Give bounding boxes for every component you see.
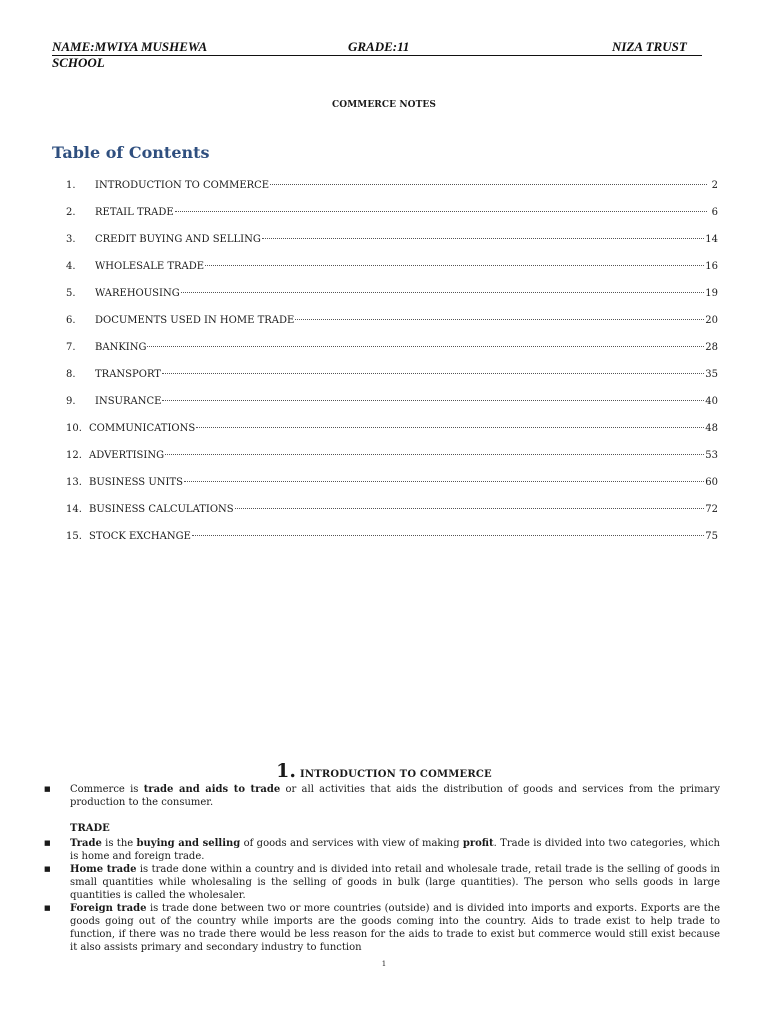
toc-leader-dots: [162, 373, 704, 374]
toc-entry-title: WAREHOUSING: [95, 288, 180, 299]
toc-leader-dots: [196, 427, 704, 428]
toc-entry-page: 14: [705, 234, 718, 245]
trade-subheading: TRADE: [70, 823, 110, 834]
bullet-text: Home trade is trade done within a country and is divided into retail and wholesale trade, retail trade is the selling of goods in small quantities while wholesaling is the selling of goods in bulk (large quantities). The person who sells goods in large quantities is called the wholesaler.: [70, 864, 720, 901]
document-title: COMMERCE NOTES: [332, 100, 436, 110]
school-name-line2: SCHOOL: [52, 55, 105, 70]
toc-entry-page: 28: [705, 342, 718, 353]
toc-entry[interactable]: [66, 450, 718, 477]
toc-entry-page: 75: [705, 531, 718, 542]
toc-entry[interactable]: [66, 396, 718, 423]
bullet-square-icon: ■: [44, 785, 51, 793]
toc-entry-number: 1.: [66, 180, 76, 191]
toc-entry-page: 20: [705, 315, 718, 326]
toc-entry-page: 48: [705, 423, 718, 434]
toc-entry[interactable]: [66, 423, 718, 450]
school-name-line1: NIZA TRUST: [612, 39, 687, 54]
toc-entry[interactable]: [66, 288, 718, 315]
toc-entry[interactable]: [66, 180, 718, 207]
bullet-text: Trade is the buying and selling of goods and services with view of making profit. Trade is divided into two categories, which is home and foreign trade.: [70, 838, 720, 862]
toc-leader-dots: [147, 346, 704, 347]
toc-entry-page: 40: [705, 396, 718, 407]
student-name: NAME:MWIYA MUSHEWA: [52, 39, 208, 54]
toc-leader-dots: [181, 292, 705, 293]
toc-entry-number: 5.: [66, 288, 76, 299]
student-grade: GRADE:11: [348, 39, 410, 54]
toc-entry-title: INTRODUCTION TO COMMERCE: [95, 180, 270, 191]
section-body: [44, 783, 720, 954]
toc-entry-title: RETAIL TRADE: [95, 207, 174, 218]
bullet-square-icon: ■: [44, 865, 51, 873]
toc-entry-number: 8.: [66, 369, 76, 380]
toc-entry-number: 13.: [66, 477, 82, 488]
toc-leader-dots: [270, 184, 707, 185]
toc-leader-dots: [184, 481, 704, 482]
toc-entry-title: CREDIT BUYING AND SELLING: [95, 234, 261, 245]
section-heading: [0, 760, 768, 782]
header-row: [52, 40, 702, 56]
toc-heading: Table of Contents: [52, 143, 210, 162]
toc-entry-title: ADVERTISING: [89, 450, 165, 461]
toc-leader-dots: [205, 265, 704, 266]
toc-entry[interactable]: [66, 504, 718, 531]
toc-entry-title: BUSINESS UNITS: [89, 477, 183, 488]
toc-entry-title: TRANSPORT: [95, 369, 161, 380]
toc-entry-number: 14.: [66, 504, 82, 515]
toc-entry-number: 10.: [66, 423, 82, 434]
toc-entry-page: 16: [705, 261, 718, 272]
toc-entry-title: COMMUNICATIONS: [89, 423, 196, 434]
toc-entry-title: DOCUMENTS USED IN HOME TRADE: [95, 315, 295, 326]
toc-entry-number: 6.: [66, 315, 76, 326]
toc-entry-title: BANKING: [95, 342, 147, 353]
toc-entry-number: 9.: [66, 396, 76, 407]
toc-leader-dots: [162, 400, 704, 401]
toc-entry-page: 60: [705, 477, 718, 488]
bullet-item: [44, 902, 720, 954]
toc-leader-dots: [235, 508, 705, 509]
toc-entry-page: 19: [705, 288, 718, 299]
bullet-text: Commerce is trade and aids to trade or all activities that aids the distribution of goods and services from the primary production to the consumer.: [70, 784, 720, 808]
toc-entry-title: INSURANCE: [95, 396, 162, 407]
bullet-square-icon: ■: [44, 839, 51, 847]
bullet-text: Foreign trade is trade done between two or more countries (outside) and is divided into imports and exports. Exports are the goods going out of the country while imports are the goods coming into the country. Aids to trade exist to help trade to function, if there was no trade there would be less reason for the aids to trade to exist but commerce would still exist because it also assists primary and secondary industry to function: [70, 903, 721, 953]
toc-entry[interactable]: [66, 315, 718, 342]
toc-leader-dots: [192, 535, 704, 536]
table-of-contents: [66, 180, 718, 558]
toc-entry-page: 35: [705, 369, 718, 380]
toc-entry-number: 7.: [66, 342, 76, 353]
toc-entry-title: STOCK EXCHANGE: [89, 531, 191, 542]
toc-leader-dots: [295, 319, 704, 320]
toc-entry[interactable]: [66, 207, 718, 234]
toc-leader-dots: [262, 238, 704, 239]
bullet-square-icon: ■: [44, 904, 51, 912]
toc-entry[interactable]: [66, 369, 718, 396]
toc-entry-page: 2: [711, 180, 718, 191]
bullet-item: [44, 837, 720, 863]
toc-entry[interactable]: [66, 342, 718, 369]
bullet-item: [44, 783, 720, 809]
toc-entry[interactable]: [66, 477, 718, 504]
toc-entry[interactable]: [66, 234, 718, 261]
section-number: 1.: [276, 760, 296, 782]
toc-entry-number: 12.: [66, 450, 82, 461]
toc-entry-title: WHOLESALE TRADE: [95, 261, 205, 272]
toc-entry-number: 4.: [66, 261, 76, 272]
page-number: 1: [381, 960, 387, 968]
toc-entry-title: BUSINESS CALCULATIONS: [89, 504, 234, 515]
toc-entry-page: 6: [711, 207, 718, 218]
toc-entry-page: 72: [705, 504, 718, 515]
page-header: [52, 40, 702, 70]
toc-entry[interactable]: [66, 531, 718, 558]
toc-entry-number: 2.: [66, 207, 76, 218]
toc-entry-page: 53: [705, 450, 718, 461]
section-title: INTRODUCTION TO COMMERCE: [300, 769, 492, 780]
toc-leader-dots: [165, 454, 704, 455]
toc-entry[interactable]: [66, 261, 718, 288]
toc-entry-number: 15.: [66, 531, 82, 542]
toc-entry-number: 3.: [66, 234, 76, 245]
toc-leader-dots: [175, 211, 707, 212]
bullet-item: [44, 863, 720, 902]
